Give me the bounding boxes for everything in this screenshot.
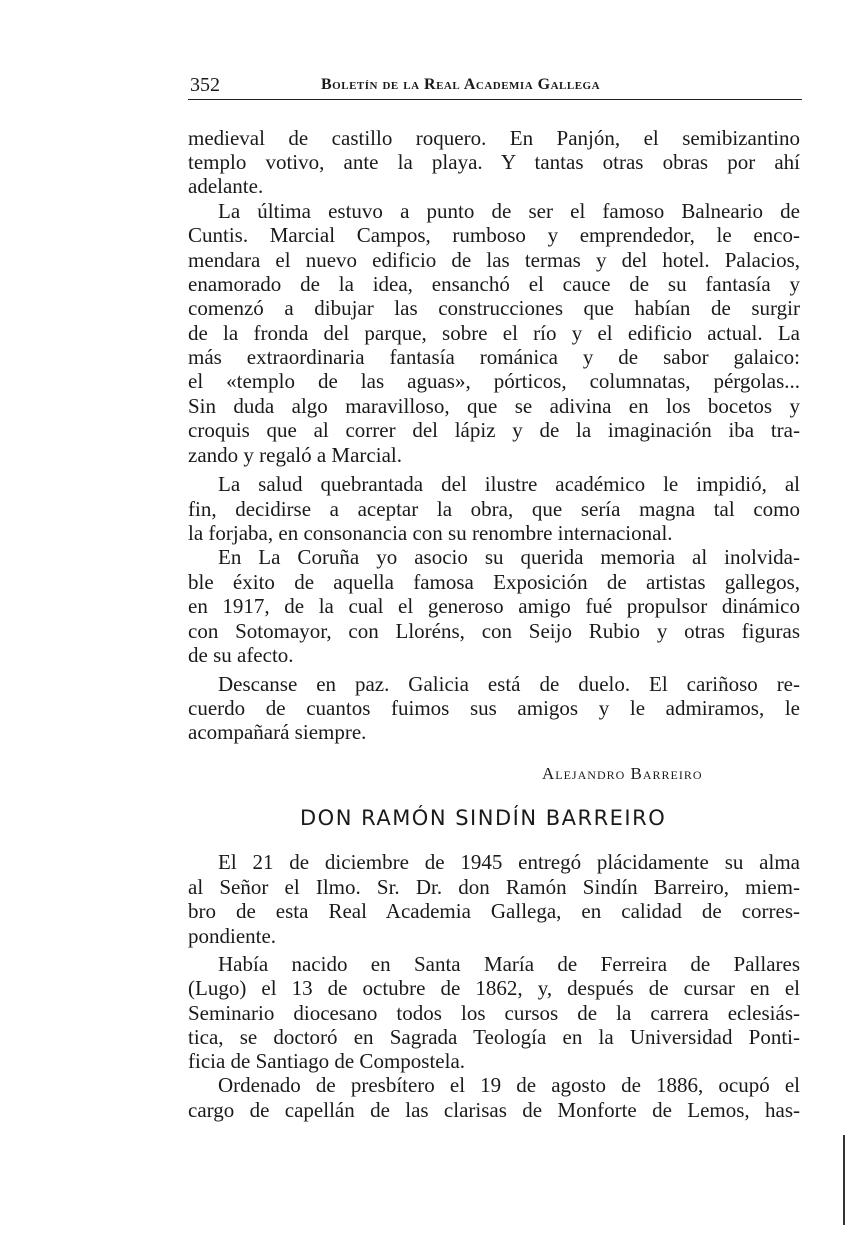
text-line-content: en 1917, de la cual el generoso amigo fué propulsor dinámico [188, 594, 800, 618]
text-line [188, 719, 800, 745]
text-line [188, 222, 800, 248]
text-line-content: La salud quebrantada del ilustre académico le impidió, al [218, 472, 800, 496]
text-line [188, 417, 800, 443]
text-line-content: de la fronda del parque, sobre el río y el edificio actual. La [188, 321, 800, 345]
text-line [188, 1048, 800, 1074]
text-line [218, 849, 800, 875]
text-line [188, 320, 800, 346]
section-heading: DON RAMÓN SINDÍN BARREIRO [300, 806, 667, 830]
text-line-content: la forjaba, en consonancia con su renombre internacional. [188, 521, 673, 545]
page-number: 352 [190, 74, 220, 96]
text-line-content: La última estuvo a punto de ser el famoso Balneario de [218, 199, 800, 223]
running-header [190, 72, 800, 100]
text-line [218, 471, 800, 497]
text-line [188, 1024, 800, 1050]
text-line [188, 271, 800, 297]
text-line [218, 1072, 800, 1098]
text-line [188, 874, 800, 900]
text-line-content: Seminario diocesano todos los cursos de la carrera eclesiás- [188, 1001, 800, 1025]
text-line-content: más extraordinaria fantasía románica y de sabor galaico: [188, 345, 800, 369]
text-line-content: bro de esta Real Academia Gallega, en calidad de corres- [188, 899, 800, 923]
text-line-content: mendara el nuevo edificio de las termas y del hotel. Palacios, [188, 248, 800, 272]
text-line-content: acompañará siempre. [188, 720, 367, 744]
text-line [188, 593, 800, 619]
text-line-content: Sin duda algo maravilloso, que se adivina en los bocetos y [188, 394, 800, 418]
text-line [188, 368, 800, 394]
text-line [188, 442, 800, 468]
text-line [188, 1000, 800, 1026]
text-line-content: el «templo de las aguas», pórticos, columnatas, pérgolas... [188, 369, 800, 393]
text-line [188, 695, 800, 721]
text-line-content: adelante. [188, 174, 264, 198]
text-line-content: pondiente. [188, 924, 277, 948]
text-line-content: de su afecto. [188, 643, 294, 667]
text-line-content: fin, decidirse a aceptar la obra, que sería magna tal como [188, 497, 800, 521]
text-line-content: templo votivo, ante la playa. Y tantas otras obras por ahí [188, 150, 800, 174]
text-line-content: comenzó a dibujar las construcciones que habían de surgir [188, 296, 800, 320]
text-line-content: (Lugo) el 13 de octubre de 1862, y, después de cursar en el [188, 976, 800, 1000]
text-line [188, 247, 800, 273]
text-line-content: cargo de capellán de las clarisas de Monforte de Lemos, has- [188, 1098, 800, 1122]
text-line-content: ficia de Santiago de Compostela. [188, 1049, 466, 1073]
text-line-content: enamorado de la idea, ensanchó el cauce de su fantasía y [188, 272, 800, 296]
header-rule [188, 99, 802, 100]
text-line-content: zando y regaló a Marcial. [188, 443, 402, 467]
text-line [218, 671, 800, 697]
text-line-content: tica, se doctoró en Sagrada Teología en la Universidad Ponti- [188, 1025, 800, 1049]
text-line-content: con Sotomayor, con Lloréns, con Seijo Rubio y otras figuras [188, 619, 800, 643]
text-line [188, 898, 800, 924]
text-line [188, 393, 800, 419]
journal-title: Boletín de la Real Academia Gallega [321, 76, 601, 93]
text-line-content: Cuntis. Marcial Campos, rumboso y emprendedor, le enco- [188, 223, 800, 247]
text-line-content: Había nacido en Santa María de Ferreira de Pallares [218, 952, 800, 976]
text-line-content: Descanse en paz. Galicia está de duelo. El cariñoso re- [218, 672, 800, 696]
scan-edge-mark [843, 1135, 845, 1225]
text-line [188, 618, 800, 644]
text-line [218, 951, 800, 977]
text-line [188, 520, 800, 546]
text-line-content: medieval de castillo roquero. En Panjón, el semibizantino [188, 126, 800, 150]
text-line [188, 173, 800, 199]
text-line-content: El 21 de diciembre de 1945 entregó plácidamente su alma [218, 850, 800, 874]
text-line-content: En La Coruña yo asocio su querida memoria al inolvida- [218, 545, 800, 569]
text-line [188, 295, 800, 321]
text-line-content: croquis que al correr del lápiz y de la imaginación iba tra- [188, 418, 800, 442]
text-line [218, 198, 800, 224]
text-line [188, 344, 800, 370]
text-line [188, 496, 800, 522]
text-line [188, 923, 800, 949]
text-line-content: cuerdo de cuantos fuimos sus amigos y le admiramos, le [188, 696, 800, 720]
signature: Alejandro Barreiro [542, 764, 703, 783]
text-line [188, 149, 800, 175]
text-line-content: ble éxito de aquella famosa Exposición de artistas gallegos, [188, 570, 800, 594]
text-line [188, 125, 800, 151]
text-line-content: Ordenado de presbítero el 19 de agosto de 1886, ocupó el [218, 1073, 800, 1097]
text-line [188, 642, 800, 668]
text-line [218, 544, 800, 570]
text-line [188, 1097, 800, 1123]
text-line [188, 975, 800, 1001]
text-line-content: al Señor el Ilmo. Sr. Dr. don Ramón Sindín Barreiro, miem- [188, 875, 800, 899]
text-line [188, 569, 800, 595]
